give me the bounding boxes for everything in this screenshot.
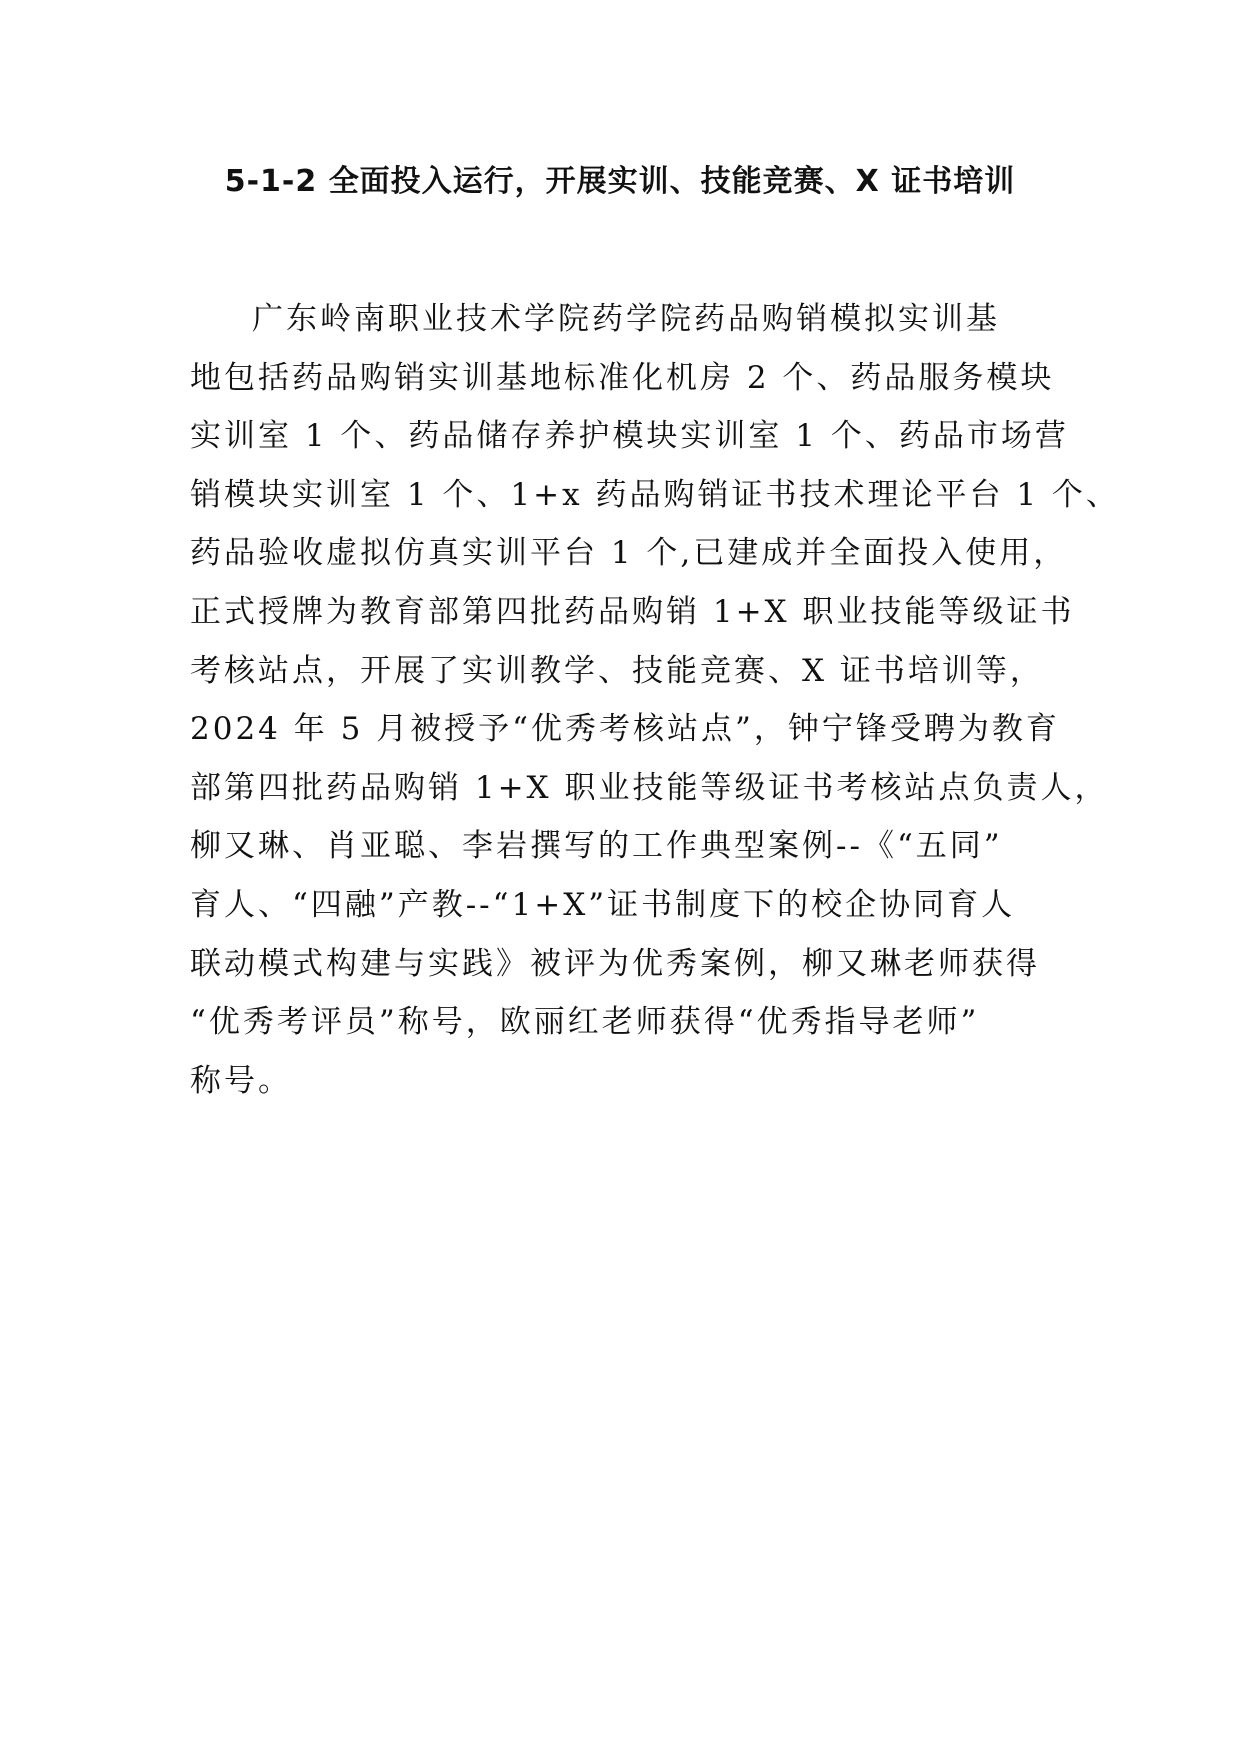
paragraph-line: 部第四批药品购销 1+X 职业技能等级证书考核站点负责人， — [190, 769, 1109, 806]
paragraph-line: 实训室 1 个、药品储存养护模块实训室 1 个、药品市场营 — [190, 418, 1069, 455]
paragraph-line: 销模块实训室 1 个、1+x 药品购销证书技术理论平台 1 个、 — [190, 476, 1120, 513]
paragraph-line: 2024 年 5 月被授予“优秀考核站点”，钟宁锋受聘为教育 — [190, 711, 1060, 748]
paragraph-line: 联动模式构建与实践》被评为优秀案例，柳又琳老师获得 — [190, 945, 1040, 982]
body-paragraph — [190, 290, 1120, 1110]
paragraph-line: 考核站点，开展了实训教学、技能竞赛、X 证书培训等， — [190, 652, 1044, 689]
paragraph-line: 药品验收虚拟仿真实训平台 1 个,已建成并全面投入使用， — [190, 535, 1068, 572]
document-title: 5-1-2 全面投入运行，开展实训、技能竞赛、X 证书培训 — [224, 164, 1016, 199]
paragraph-line: 育人、“四融”产教--“1+X”证书制度下的校企协同育人 — [190, 886, 1016, 923]
paragraph-line: 柳又琳、肖亚聪、李岩撰写的工作典型案例--《“五同” — [190, 828, 1003, 865]
paragraph-line: 正式授牌为教育部第四批药品购销 1+X 职业技能等级证书 — [190, 593, 1075, 630]
paragraph-line: “优秀考评员”称号，欧丽红老师获得“优秀指导老师” — [190, 1004, 980, 1041]
paragraph-line: 称号。 — [190, 1062, 292, 1099]
paragraph-line: 地包括药品购销实训基地标准化机房 2 个、药品服务模块 — [190, 359, 1055, 396]
paragraph-line: 广东岭南职业技术学院药学院药品购销模拟实训基 — [252, 301, 1000, 337]
